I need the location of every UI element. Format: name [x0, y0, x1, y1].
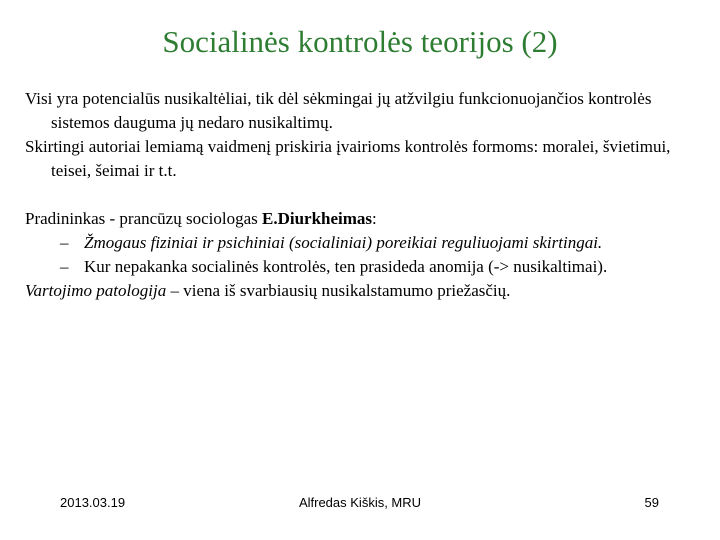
founder-prefix: Pradininkas - prancūzų sociologas [25, 209, 262, 228]
slide-body [25, 87, 705, 303]
paragraph-potential-offenders: Visi yra potencialūs nusikaltėliai, tik dėl sėkmingai jų atžvilgiu funkcionuojančios kontrolės sistemos dauguma jų nedaro nusikaltimų. [25, 89, 652, 132]
footer-date: 2013.03.19 [60, 495, 126, 510]
consumption-pathology-term: Vartojimo patologija [25, 281, 167, 300]
paragraph-control-forms: Skirtingi autoriai lemiamą vaidmenį priskiria įvairioms kontrolės formoms: moralei, švietimui, teisei, šeimai ir t.t. [25, 137, 671, 180]
paragraph-founder [25, 207, 705, 231]
founder-name: E.Diurkheimas [262, 209, 373, 228]
consumption-pathology-rest: – viena iš svarbiausių nusikalstamumo priežasčių. [166, 281, 511, 300]
dash-bullet: – [60, 257, 69, 276]
footer-page-number: 59 [644, 495, 659, 510]
sub-item-needs-text: Žmogaus fiziniai ir psichiniai (socialiniai) poreikiai reguliuojami skirtingai. [84, 233, 603, 252]
sub-item-needs [25, 231, 705, 255]
paragraph-consumption-pathology [25, 279, 705, 303]
sub-item-anomie-text: Kur nepakanka socialinės kontrolės, ten prasideda anomija (-> nusikaltimai). [84, 257, 608, 276]
footer-author: Alfredas Kiškis, MRU [298, 495, 422, 510]
founder-suffix: : [372, 209, 377, 228]
sub-item-anomie [25, 255, 705, 279]
slide-title: Socialinės kontrolės teorijos (2) [162, 24, 558, 59]
dash-bullet: – [60, 233, 69, 252]
